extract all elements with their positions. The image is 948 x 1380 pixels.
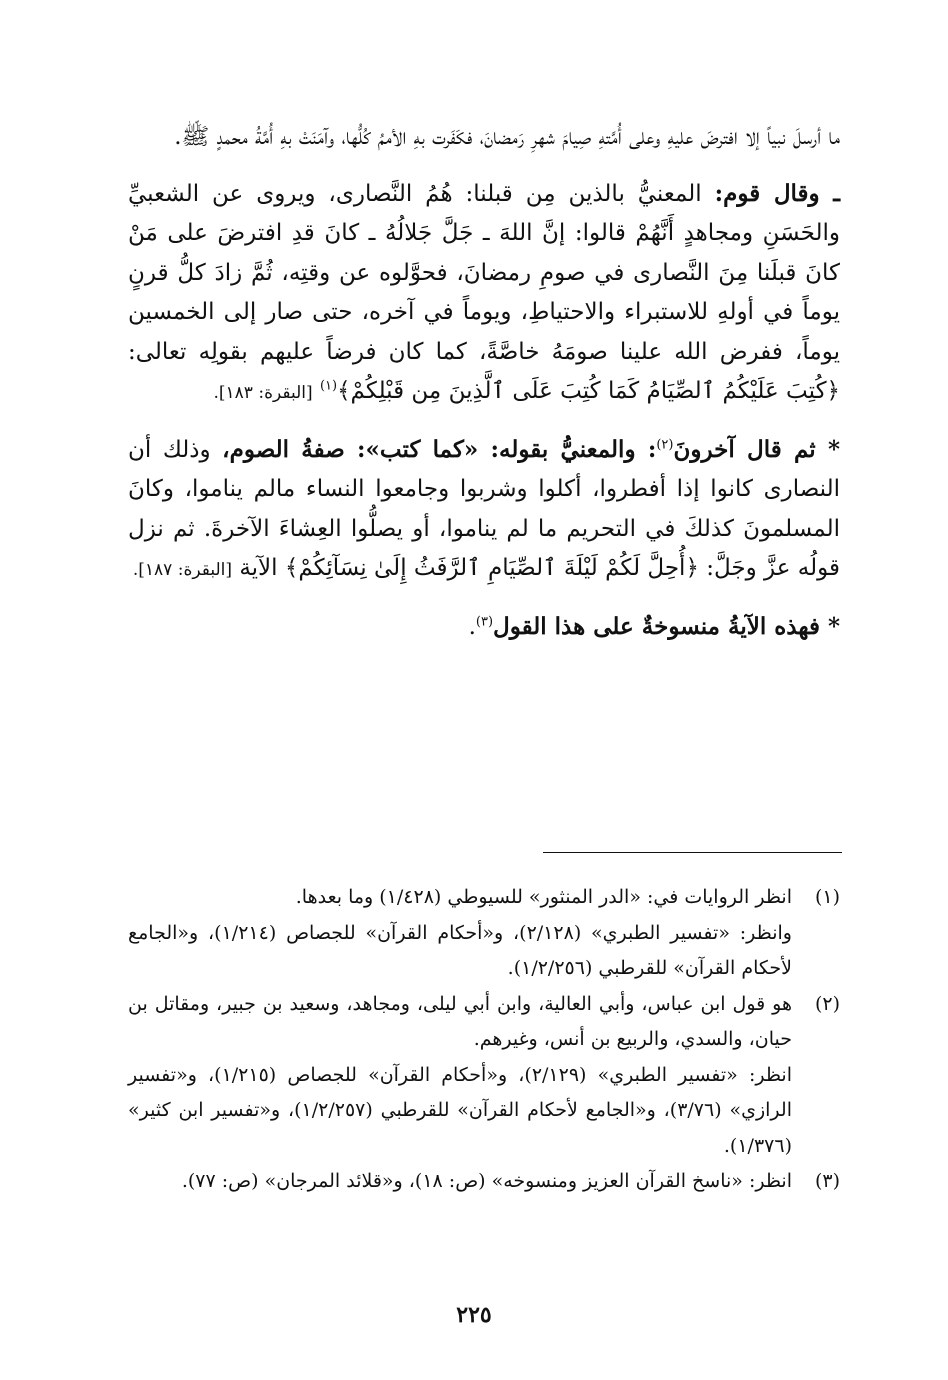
- quran-verse-187: ﴿أُحِلَّ لَكُمْ لَيْلَةَ ٱلصِّيَامِ ٱلرَّفَثُ إِلَىٰ نِسَآئِكُمْ﴾: [284, 555, 699, 581]
- footnote-text: [128, 987, 792, 1165]
- footnote-divider: [543, 852, 842, 853]
- paragraph-1-text: ما أرسلَ نبياً إلا افترضَ عليهِ وعلى أُمَّتهِ صِيامَ شهرِ رَمضانَ، فكَفَرت بهِ الأممُ كُلُّها، وآمَنَتْ بهِ أُمَّةُ محمدٍ ﷺ.: [174, 124, 840, 150]
- footnote-text: [128, 1164, 792, 1200]
- paragraph-3-text: وذلك أن النصارى كانوا إذا أفطروا، أكلوا وشربوا وجامعوا النساء مالم يناموا، وكانَ المسلمونَ كذلكَ في التحريم ما لم يناموا، أو يصلُّوا العِشاءَ الآخرةَ. ثم نزل قولُه عزَّ وجَلَّ:: [128, 436, 840, 581]
- page-number: ٢٢٥: [456, 1302, 492, 1328]
- paragraph-2-text: المعنيُّ بالذين مِن قبلنا: هُمُ النَّصارى، ويروى عن الشعبيِّ والحَسَنِ ومجاهدٍ أَنَّهُمْ قالوا: إنَّ اللهَ ـ جَلَّ جَلالُهُ ـ كانَ قدِ افترضَ على مَنْ كانَ قبلَنا مِنَ النَّصارى في صومِ رمضانَ، فحوَّلوه عن وقتِه، ثُمَّ زادَ كلُّ قرنٍ يوماً في أولهِ للاستبراء والاحتياطِ، ويوماً في آخره، حتى صار إلى الخمسين يوماً، ففرض الله علينا صومَهُ خاصَّةً، كما كان فرضاً عليهم بقولِه تعالى:: [128, 180, 840, 365]
- paragraph-3-tail: الآية: [239, 555, 285, 581]
- footnote-1: [128, 880, 840, 987]
- paragraph-4: [128, 607, 840, 648]
- paragraph-2: [128, 174, 840, 414]
- footnote-number: (٢): [814, 992, 840, 1015]
- main-text: [128, 118, 840, 663]
- paragraph-3-lead-cont: : والمعنيُّ بقوله: «كما كتب»: صفةُ الصوم،: [222, 435, 657, 463]
- footnote-line: هو قول ابن عباس، وأبي العالية، وابن أبي ليلى، ومجاهد، وسعيد بن جبير، ومقاتل بن حيان، والسدي، والربيع بن أنس، وغيرهم.: [128, 992, 792, 1050]
- paragraph-1: [128, 118, 840, 158]
- footnote-marker-3[interactable]: (٣): [475, 613, 494, 629]
- footnote-line: وانظر: «تفسير الطبري» (٢/١٢٨)، و«أحكام القرآن» للجصاص (١/٢١٤)، و«الجامع لأحكام القرآن» للقرطبي (١/٢/٢٥٦).: [128, 921, 792, 979]
- footnote-number: (١): [814, 886, 840, 908]
- paragraph-4-tail: .: [468, 613, 476, 640]
- paragraph-3: [128, 430, 840, 591]
- footnote-text: [128, 880, 792, 987]
- paragraph-2-lead: ـ وقال قوم:: [714, 179, 840, 207]
- footnote-line: انظر: «تفسير الطبري» (٢/١٢٩)، و«أحكام القرآن» للجصاص (١/٢١٥)، و«تفسير الرازي» (٣/٧٦)، و«الجامع لأحكام القرآن» للقرطبي (١/٢/٢٥٧)، و«تفسير ابن كثير» (١/٣٧٦).: [128, 1063, 792, 1157]
- footnote-number: (٣): [814, 1170, 840, 1192]
- footnote-marker-2[interactable]: (٢): [656, 436, 674, 452]
- paragraph-3-lead: * ثم قال آخرونَ: [673, 435, 840, 463]
- quran-verse-183: ﴿كُتِبَ عَلَيْكُمُ ٱلصِّيَامُ كَمَا كُتِبَ عَلَى ٱلَّذِينَ مِن قَبْلِكُمْ﴾: [337, 378, 840, 404]
- footnote-line: انظر: «ناسخ القرآن العزيز ومنسوخه» (ص: ١٨)، و«قلائد المرجان» (ص: ٧٧).: [181, 1170, 792, 1192]
- footnote-line: انظر الروايات في: «الدر المنثور» للسيوطي (١/٤٢٨) وما بعدها.: [295, 886, 792, 908]
- footnote-marker-1[interactable]: (١): [319, 378, 338, 394]
- paragraph-4-lead: * فهذه الآيةُ منسوخةٌ على هذا القول: [493, 612, 840, 640]
- verse-reference-187: [البقرة: ١٨٧].: [132, 560, 233, 580]
- footnote-2: [128, 987, 840, 1165]
- verse-reference-183: [البقرة: ١٨٣].: [213, 383, 313, 403]
- footnotes: [128, 880, 840, 1200]
- footnote-3: [128, 1164, 840, 1200]
